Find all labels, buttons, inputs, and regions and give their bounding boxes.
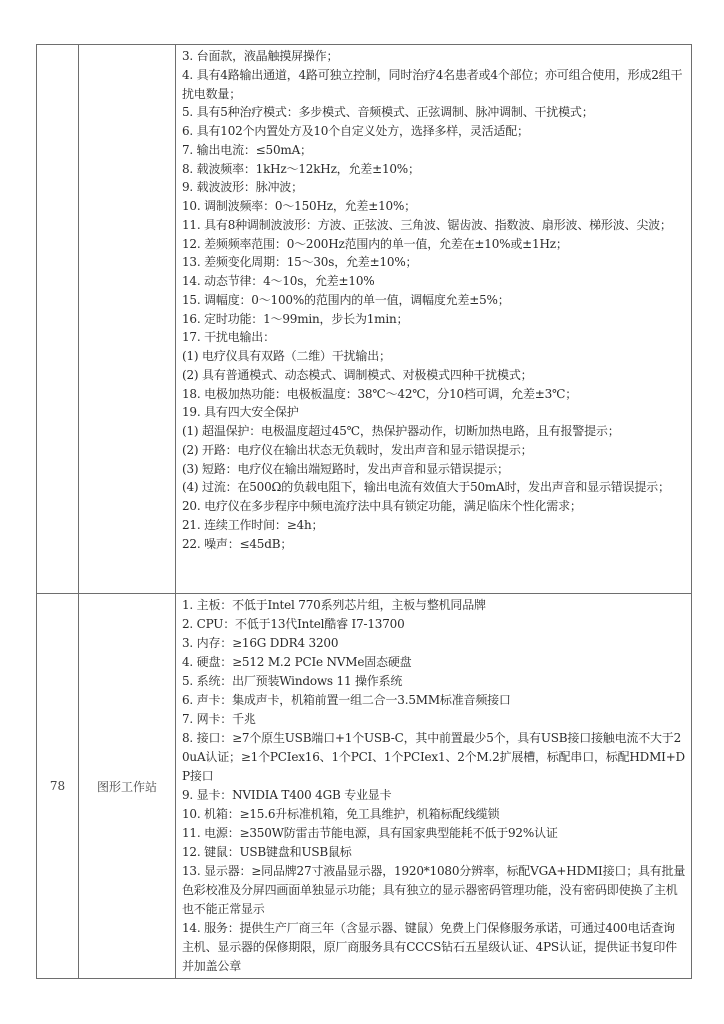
item-specs-cell — [176, 594, 692, 979]
item-index-cell: 78 — [37, 594, 79, 979]
spec-line: 13. 显示器：≥同品牌27寸液晶显示器，1920*1080分辨率，标配VGA+HDMI接口；具有批量色彩校准及分屏四画面单独显示功能；具有独立的显示器密码管理功能，没有密码即使换了主机也不能正常显示 — [182, 864, 686, 916]
spec-line: (1) 电疗仪具有双路（二维）干扰输出； — [182, 349, 391, 363]
spec-line: 5. 具有5种治疗模式：多步模式、音频模式、正弦调制、脉冲调制、干扰模式； — [182, 105, 594, 120]
spec-line: 6. 声卡：集成声卡，机箱前置一组二合一3.5MM标准音频接口 — [182, 693, 511, 707]
spec-line: 6. 具有102个内置处方及10个自定义处方，选择多样，灵活适配； — [182, 124, 529, 138]
spec-line: 17. 干扰电输出： — [182, 330, 275, 345]
spec-line: 21. 连续工作时间：≥4h； — [182, 517, 324, 532]
spec-list — [176, 594, 691, 978]
spec-line: 16. 定时功能：1～99min，步长为1min； — [182, 311, 409, 326]
table-row — [37, 45, 692, 594]
spec-line: (1) 超温保护：电极温度超过45℃，热保护器动作，切断加热电路，且有报警提示； — [182, 424, 620, 438]
spec-line: 18. 电极加热功能：电极板温度：38℃～42℃，分10档可调，允差±3℃； — [182, 386, 578, 401]
table-row — [37, 594, 692, 979]
spec-table — [36, 44, 692, 979]
spec-line: 14. 服务：提供生产厂商三年（含显示器、键鼠）免费上门保修服务承诺，可通过400电话查询主机、显示器的保修期限，原厂商服务具有CCCS钻石五星级认证、4PS认证，提供证书复印件并加盖公章 — [182, 921, 677, 973]
spec-line: 12. 差频频率范围：0～200Hz范围内的单一值，允差在±10%或±1Hz； — [182, 236, 568, 251]
spec-line: 5. 系统：出厂预装Windows 11 操作系统 — [182, 674, 403, 688]
spec-line: 2. CPU：不低于13代Intel酷睿 I7-13700 — [182, 617, 405, 631]
spec-line: 7. 输出电流：≤50mA； — [182, 142, 312, 157]
spec-line: 14. 动态节律：4～10s，允差±10% — [182, 274, 375, 288]
spec-line: (3) 短路：电疗仪在输出端短路时，发出声音和显示错误提示； — [182, 461, 509, 476]
spec-line: 9. 显卡：NVIDIA T400 4GB 专业显卡 — [182, 788, 392, 802]
spec-line: 15. 调幅度：0～100%的范围内的单一值，调幅度允差±5%； — [182, 292, 510, 307]
spec-line: 8. 接口：≥7个原生USB端口+1个USB-C，其中前置最少5个，具有USB接口接触电流不大于20uA认证；≥1个PCIex16、1个PCI、1个PCIex1、2个M.2扩展槽，标配串口，标配HDMI+DP接口 — [182, 731, 685, 783]
item-name-cell — [79, 45, 176, 594]
spec-line: 3. 台面款，液晶触摸屏操作； — [182, 49, 339, 63]
spec-line: 3. 内存：≥16G DDR4 3200 — [182, 636, 339, 650]
spec-line: (4) 过流：在500Ω的负载电阻下，输出电流有效值大于50mA时，发出声音和显示错误提示； — [182, 480, 670, 495]
spec-line: 11. 电源：≥350W防雷击节能电源，具有国家典型能耗不低于92%认证 — [182, 826, 558, 840]
item-name-cell: 图形工作站 — [79, 594, 176, 979]
spec-line: 7. 网卡：千兆 — [182, 712, 256, 726]
spec-line: (2) 开路：电疗仪在输出状态无负载时，发出声音和显示错误提示； — [182, 442, 533, 457]
spec-line: 22. 噪声：≤45dB； — [182, 536, 293, 551]
spec-line: 1. 主板：不低于Intel 770系列芯片组，主板与整机同品牌 — [182, 598, 486, 612]
spec-line: 9. 载波波形：脉冲波； — [182, 180, 303, 195]
spec-line: 10. 机箱：≥15.6升标准机箱，免工具维护，机箱标配线缆锁 — [182, 807, 500, 821]
spec-line: 10. 调制波频率：0～150Hz，允差±10%； — [182, 199, 416, 213]
spec-line: 12. 键鼠：USB键盘和USB鼠标 — [182, 845, 352, 859]
item-specs-cell — [176, 45, 692, 594]
item-index-cell — [37, 45, 79, 594]
spec-list — [176, 45, 691, 555]
spec-line: 11. 具有8种调制波波形：方波、正弦波、三角波、锯齿波、指数波、扇形波、梯形波、尖波； — [182, 217, 672, 232]
spec-line: 8. 载波频率：1kHz～12kHz，允差±10%； — [182, 161, 420, 176]
spec-line: 4. 具有4路输出通道，4路可独立控制，同时治疗4名患者或4个部位；亦可组合使用，形成2组干扰电数量； — [182, 67, 683, 101]
spec-line: 20. 电疗仪在多步程序中频电流疗法中具有锁定功能，满足临床个性化需求； — [182, 499, 582, 513]
spec-line: 19. 具有四大安全保护 — [182, 405, 299, 420]
spec-line: 4. 硬盘：≥512 M.2 PCIe NVMe固态硬盘 — [182, 655, 412, 669]
spec-line: 13. 差频变化周期：15～30s，允差±10%； — [182, 255, 418, 270]
spec-line: (2) 具有普通模式、动态模式、调制模式、对极模式四种干扰模式； — [182, 367, 533, 382]
